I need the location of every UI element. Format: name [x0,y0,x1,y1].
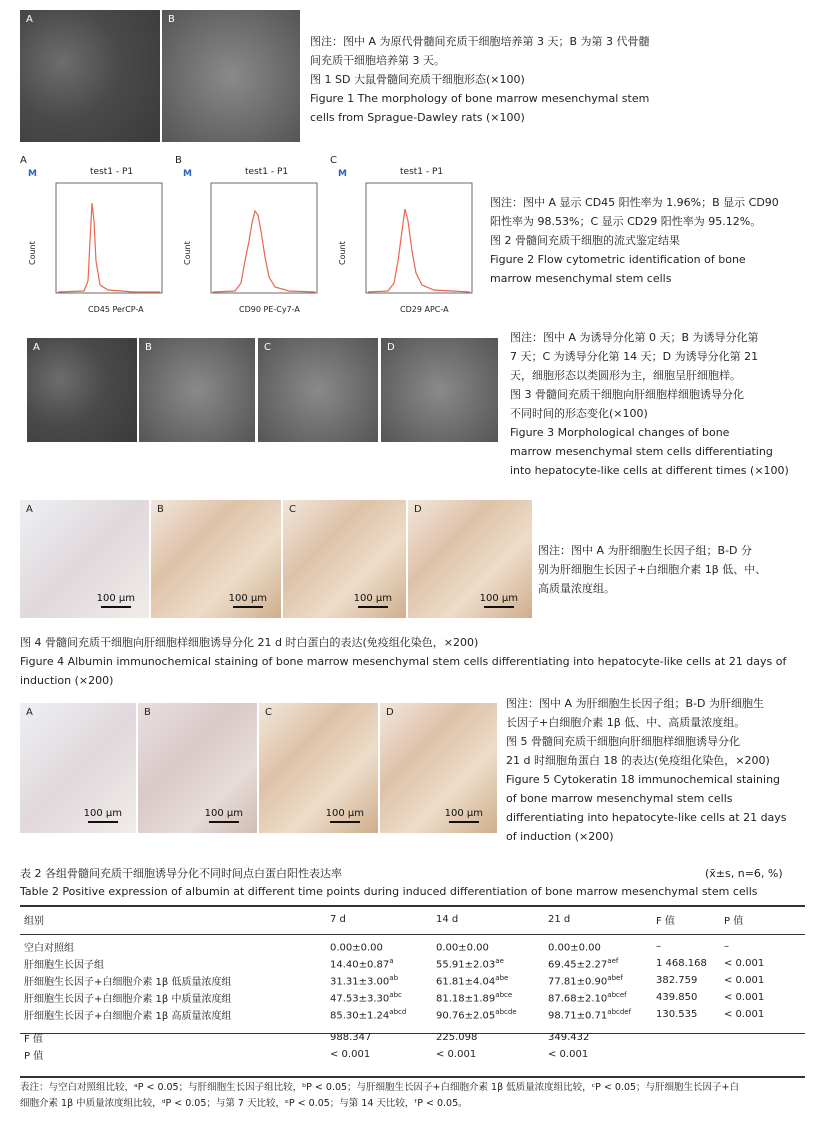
caption-line: 不同时间的形态变化(×100) [510,407,648,420]
p-cell: < 0.001 [724,1009,765,1020]
value-cell: $98.71\pm 0.71^{abcdef}$ [548,1007,632,1022]
value-cell: < 0.001 [436,1049,477,1060]
header-cell: 14 d [436,914,459,925]
header-cell: F 值 [656,916,675,927]
value-cell: 225.098 [436,1032,478,1043]
caption-line: 7 天；C 为诱导分化第 14 天；D 为诱导分化第 21 [510,350,759,363]
p-cell: – [724,941,729,952]
value-cell: < 0.001 [330,1049,371,1060]
table-row [20,938,805,955]
histogram-title: test1 - P1 [400,167,444,177]
figure5-panel-a [20,703,136,833]
p-cell: < 0.001 [724,992,765,1003]
panel-letter: A [33,342,40,353]
figure2-caption [490,193,779,288]
panel-letter: C [265,707,272,718]
value-cell: 31.31±3.00$^{ab}$ [330,973,399,988]
table-header-row [20,911,805,928]
figure2-panel-b [175,155,325,320]
value-cell: 988.347 [330,1032,372,1043]
value-cell: 0.00±0.00 [330,942,383,954]
f-cell: 439.850 [656,992,698,1003]
panel-letter: A [26,14,33,25]
value-cell: $77.81\pm 0.90^{abef}$ [548,973,623,988]
histogram-curve [58,203,160,292]
f-cell: – [656,941,661,952]
caption-line: differentiating into hepatocyte-like cells at 21 days [506,811,787,824]
histogram-title: test1 - P1 [245,167,289,177]
caption-line: 别为肝细胞生长因子+白细胞介素 1β 低、中、 [538,563,767,576]
row-label: F 值 [24,1034,43,1045]
scale-bar [97,593,135,608]
panel-letter: B [168,14,175,25]
caption-line: 图 3 骨髓间充质干细胞向肝细胞样细胞诱导分化 [510,388,744,401]
histogram-y-label: Count [338,241,347,265]
caption-line: Figure 2 Flow cytometric identification of bone [490,253,746,266]
figure4-panel-d [408,500,532,618]
figure4-panel-b [151,500,281,618]
p-cell: < 0.001 [724,975,765,986]
scale-bar [205,808,243,823]
figure3-panel-d [381,338,498,442]
scale-bar [480,593,518,608]
figure5-caption [506,694,787,846]
figure3-panel-a [27,338,137,442]
caption-line: 图注：图中 A 显示 CD45 阳性率为 1.96%；B 显示 CD90 [490,196,779,209]
footnote-line: 细胞介素 1β 中质量浓度组比较，ᵈP < 0.05；与第 7 天比较，ᵉP < 0.05；与第 14 天比较，ᶠP < 0.05。 [20,1098,468,1109]
group-cell: 肝细胞生长因子组 [24,960,104,971]
table2 [20,911,805,1063]
header-cell: 21 d [548,914,571,925]
row-label: P 值 [24,1051,44,1062]
caption-line: induction (×200) [20,674,114,687]
group-cell: 空白对照组 [24,943,74,954]
table2-stats-note: (x̄±s, n=6, %) [705,867,783,880]
scale-label: 100 μm [479,593,518,604]
histogram-plot [44,181,164,301]
scale-label: 100 μm [96,593,135,604]
histogram-title: test1 - P1 [90,167,134,177]
scale-bar [445,808,483,823]
m-marker: M [183,169,192,179]
panel-letter: A [20,155,27,166]
figure4-caption [20,633,786,690]
figure3-panel-b [139,338,255,442]
histogram-curve [213,211,315,292]
caption-line: Figure 4 Albumin immunochemical staining of bone marrow mesenchymal stem cells differentiating into hepatocyte-like cells at 21 days of [20,655,787,668]
panel-letter: D [387,342,395,353]
caption-line: 长因子+白细胞介素 1β 低、中、高质量浓度组。 [506,716,746,729]
caption-line: 图注：图中 A 为原代骨髓间充质干细胞培养第 3 天；B 为第 3 代骨髓 [310,35,650,48]
panel-letter: A [26,504,33,515]
p-cell: < 0.001 [724,958,765,969]
histogram-y-label: Count [183,241,192,265]
value-cell: 61.81±4.04$^{abe}$ [436,973,509,988]
m-marker: M [338,169,347,179]
figure4-panel-a [20,500,149,618]
figure3-panel-c [258,338,378,442]
panel-letter: B [145,342,152,353]
panel-letter: B [157,504,164,515]
caption-line: into hepatocyte-like cells at different times (×100) [510,464,789,477]
scale-bar [229,593,267,608]
scale-label: 100 μm [444,808,483,819]
caption-line: cells from Sprague-Dawley rats (×100) [310,111,525,124]
panel-letter: C [289,504,296,515]
table2-title-cn: 表 2 各组骨髓间充质干细胞诱导分化不同时间点白蛋白阳性表达率 [20,867,342,880]
histogram-curve [368,209,470,292]
value-cell: $81.18\pm 1.89^{abce}$ [436,990,513,1005]
caption-line: Figure 5 Cytokeratin 18 immunochemical staining [506,773,781,786]
panel-letter: C [330,155,337,166]
panel-letter: D [414,504,422,515]
panel-letter: D [386,707,394,718]
scale-bar [326,808,364,823]
caption-line: 21 d 时细胞角蛋白 18 的表达(免疫组化染色，×200) [506,754,770,767]
group-cell: 肝细胞生长因子+白细胞介素 1β 中质量浓度组 [24,994,232,1005]
histogram-x-label: CD90 PE-Cy7-A [239,305,300,314]
value-cell: 47.53±3.30$^{abc}$ [330,990,402,1005]
caption-line: of bone marrow mesenchymal stem cells [506,792,733,805]
histogram-plot [199,181,319,301]
scale-label: 100 μm [83,808,122,819]
scale-bar [354,593,392,608]
caption-line: 图注：图中 A 为肝细胞生长因子组；B-D 分 [538,544,752,557]
figure2-panel-a [20,155,170,320]
caption-line: marrow mesenchymal stem cells differentiating [510,445,773,458]
f-cell: 1 468.168 [656,958,707,969]
panel-letter: C [264,342,271,353]
panel-letter: A [26,707,33,718]
figure1-panel-b [162,10,300,142]
f-cell: 382.759 [656,975,698,986]
caption-line: Figure 1 The morphology of bone marrow mesenchymal stem [310,92,650,105]
figure1-panel-a [20,10,160,142]
histogram-plot [354,181,474,301]
caption-line: Figure 3 Morphological changes of bone [510,426,730,439]
value-cell: $85.30\pm 1.24^{abcd}$ [330,1007,407,1022]
figure5-panel-d [380,703,497,833]
table2-title-en: Table 2 Positive expression of albumin at different time points during induced differentiation of bone marrow mesenchymal stem cells [20,885,758,898]
m-marker: M [28,169,37,179]
caption-line: 图注：图中 A 为诱导分化第 0 天；B 为诱导分化第 [510,331,759,344]
value-cell: $87.68\pm 2.10^{abcef}$ [548,990,627,1005]
caption-line: 间充质干细胞培养第 3 天。 [310,54,445,67]
table-row [20,1006,805,1023]
caption-line: 高质量浓度组。 [538,582,615,595]
caption-line: 图 4 骨髓间充质干细胞向肝细胞样细胞诱导分化 21 d 时白蛋白的表达(免疫组化染色，×200) [20,636,479,649]
value-cell: 14.40±0.87$^a$ [330,956,394,971]
value-cell: 0.00±0.00 [436,942,489,954]
value-cell: 0.00±0.00 [548,942,601,954]
table-row [20,955,805,972]
histogram-x-label: CD45 PerCP-A [88,305,144,314]
caption-line: 阳性率为 98.53%；C 显示 CD29 阳性率为 95.12%。 [490,215,762,228]
table-bottom-rule [20,1076,805,1078]
figure4-panel-c [283,500,406,618]
scale-label: 100 μm [325,808,364,819]
figure5-panel-b [138,703,257,833]
panel-letter: B [175,155,182,166]
table2-footnote [20,1080,739,1112]
table-row [20,989,805,1006]
caption-line: of induction (×200) [506,830,614,843]
value-cell: < 0.001 [548,1049,589,1060]
table-p-row [20,1046,805,1063]
histogram-x-label: CD29 APC-A [400,305,449,314]
caption-line: 图 1 SD 大鼠骨髓间充质干细胞形态(×100) [310,73,525,86]
histogram-y-label: Count [28,241,37,265]
group-cell: 肝细胞生长因子+白细胞介素 1β 高质量浓度组 [24,1011,232,1022]
footnote-line: 表注：与空白对照组比较，ᵃP < 0.05；与肝细胞生长因子组比较，ᵇP < 0.05；与肝细胞生长因子+白细胞介素 1β 低质量浓度组比较，ᶜP < 0.05；与肝细胞生长因子+白 [20,1082,740,1093]
scale-bar [84,808,122,823]
caption-line: 图注：图中 A 为肝细胞生长因子组；B-D 为肝细胞生 [506,697,764,710]
figure3-caption [510,328,789,480]
table-top-rule [20,905,805,907]
header-cell: 组别 [24,916,44,927]
caption-line: 图 2 骨髓间充质干细胞的流式鉴定结果 [490,234,680,247]
figure1-caption [310,32,650,127]
scale-label: 100 μm [228,593,267,604]
header-cell: P 值 [724,916,744,927]
group-cell: 肝细胞生长因子+白细胞介素 1β 低质量浓度组 [24,977,232,988]
figure5-panel-c [259,703,378,833]
caption-line: 图 5 骨髓间充质干细胞向肝细胞样细胞诱导分化 [506,735,740,748]
value-cell: 349.432 [548,1032,590,1043]
figure4-side-caption [538,541,766,598]
figure2-panel-c [330,155,480,320]
value-cell: $90.76\pm 2.05^{abcde}$ [436,1007,517,1022]
value-cell: 69.45±2.27$^{aef}$ [548,956,619,971]
caption-line: 天，细胞形态以类圆形为主，细胞呈肝细胞样。 [510,369,741,382]
table-f-row [20,1029,805,1046]
panel-letter: B [144,707,151,718]
scale-label: 100 μm [353,593,392,604]
caption-line: marrow mesenchymal stem cells [490,272,672,285]
f-cell: 130.535 [656,1009,698,1020]
value-cell: 55.91±2.03$^{ae}$ [436,956,504,971]
scale-label: 100 μm [204,808,243,819]
table-row [20,972,805,989]
header-cell: 7 d [330,914,346,925]
